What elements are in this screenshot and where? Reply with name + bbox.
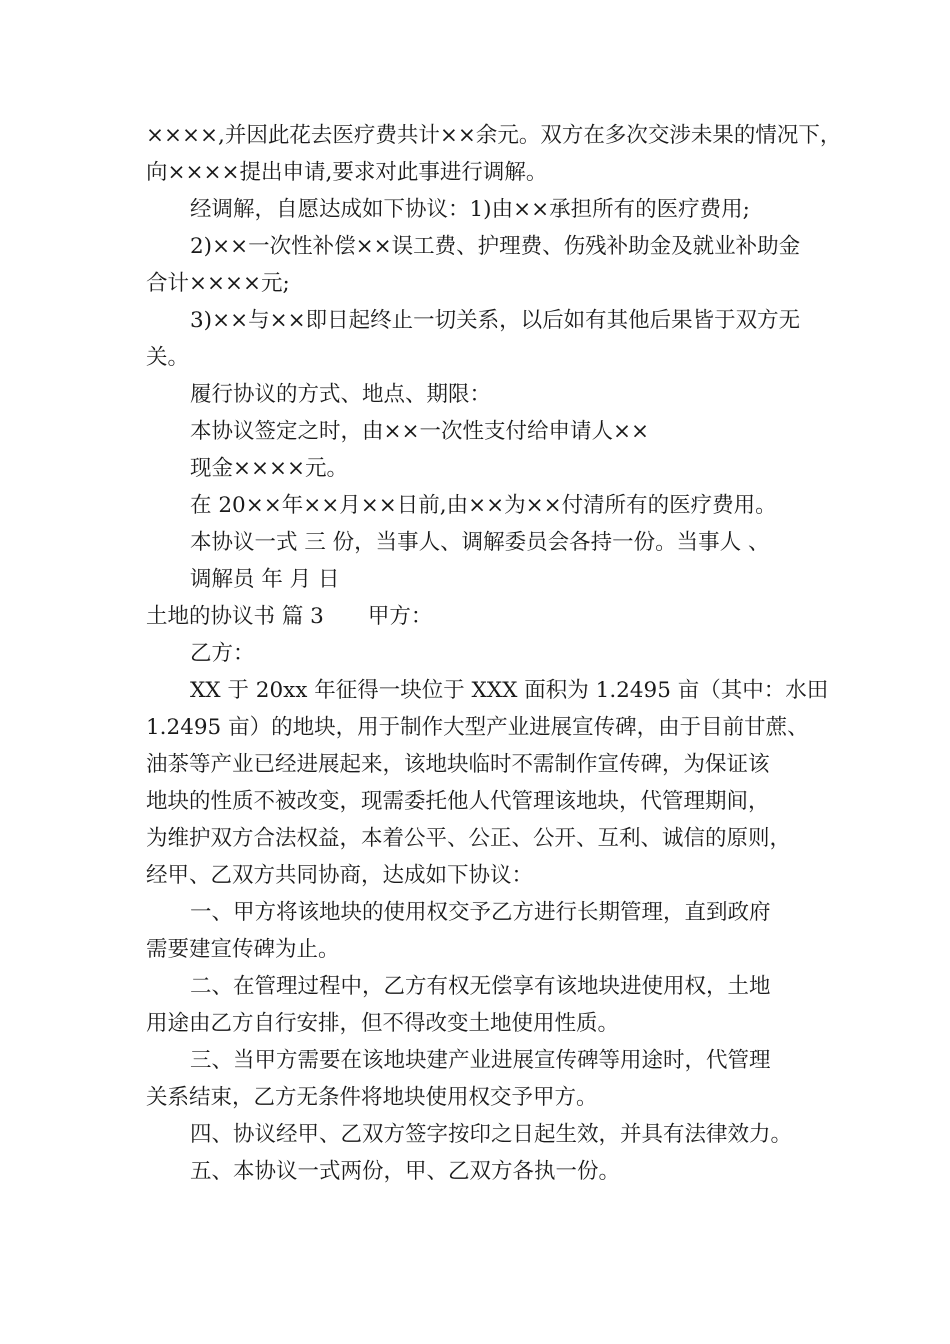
paragraph-line: 为维护双方合法权益，本着公平、公正、公开、互利、诚信的原则， (146, 826, 792, 851)
paragraph-line: 调解员 年 月 日 (190, 567, 340, 592)
paragraph-line: 地块的性质不被改变，现需委托他人代管理该地块，代管理期间， (146, 789, 770, 814)
paragraph-line: 油茶等产业已经进展起来，该地块临时不需制作宣传碑，为保证该 (146, 752, 770, 777)
paragraph-line: 关。 (146, 345, 190, 370)
clause-line: 用途由乙方自行安排，但不得改变土地使用性质。 (146, 1011, 620, 1036)
paragraph-line: 现金××××元。 (190, 456, 349, 481)
paragraph-line: 1.2495 亩）的地块，用于制作大型产业进展宣传碑，由于目前甘蔗、 (146, 715, 809, 740)
document-body (146, 117, 842, 1190)
paragraph-line: 3)××与××即日起终止一切关系，以后如有其他后果皆于双方无 (190, 308, 801, 333)
clause-line: 五、本协议一式两份，甲、乙双方各执一份。 (190, 1159, 621, 1184)
paragraph-line: 在 20××年××月××日前,由××为××付清所有的医疗费用。 (190, 493, 777, 518)
clause-line: 关系结束，乙方无条件将地块使用权交予甲方。 (146, 1085, 598, 1110)
paragraph-line: 向××××提出申请,要求对此事进行调解。 (146, 160, 548, 185)
paragraph-line: XX 于 20xx 年征得一块位于 XXX 面积为 1.2495 亩（其中：水田 (190, 678, 829, 703)
paragraph-line: 履行协议的方式、地点、期限： (190, 382, 492, 407)
paragraph-line: 2)××一次性补偿××误工费、护理费、伤残补助金及就业补助金 (190, 234, 801, 259)
paragraph-line: 本协议签定之时，由××一次性支付给申请人×× (190, 419, 650, 444)
clause-line: 三、当甲方需要在该地块建产业进展宣传碑等用途时，代管理 (190, 1048, 771, 1073)
paragraph-line: 经甲、乙双方共同协商，达成如下协议： (146, 863, 534, 888)
clause-line: 一、甲方将该地块的使用权交予乙方进行长期管理，直到政府 (190, 900, 771, 925)
clause-line: 二、在管理过程中，乙方有权无偿享有该地块进使用权，土地 (190, 974, 771, 999)
clause-line: 四、协议经甲、乙双方签字按印之日起生效，并具有法律效力。 (190, 1122, 793, 1147)
section-heading: 土地的协议书 篇 3 (146, 604, 324, 629)
paragraph-line: ××××,并因此花去医疗费共计××余元。双方在多次交涉未果的情况下， (146, 123, 842, 148)
paragraph-line: 经调解，自愿达成如下协议：1)由××承担所有的医疗费用; (190, 197, 750, 222)
party-a-label: 甲方： (367, 604, 433, 629)
section-heading-line (146, 598, 836, 635)
paragraph-line: 合计××××元; (146, 271, 290, 296)
party-b-label: 乙方： (190, 641, 255, 666)
clause-line: 需要建宣传碑为止。 (146, 937, 340, 962)
paragraph-line: 本协议一式 三 份，当事人、调解委员会各持一份。当事人 、 (190, 530, 770, 555)
